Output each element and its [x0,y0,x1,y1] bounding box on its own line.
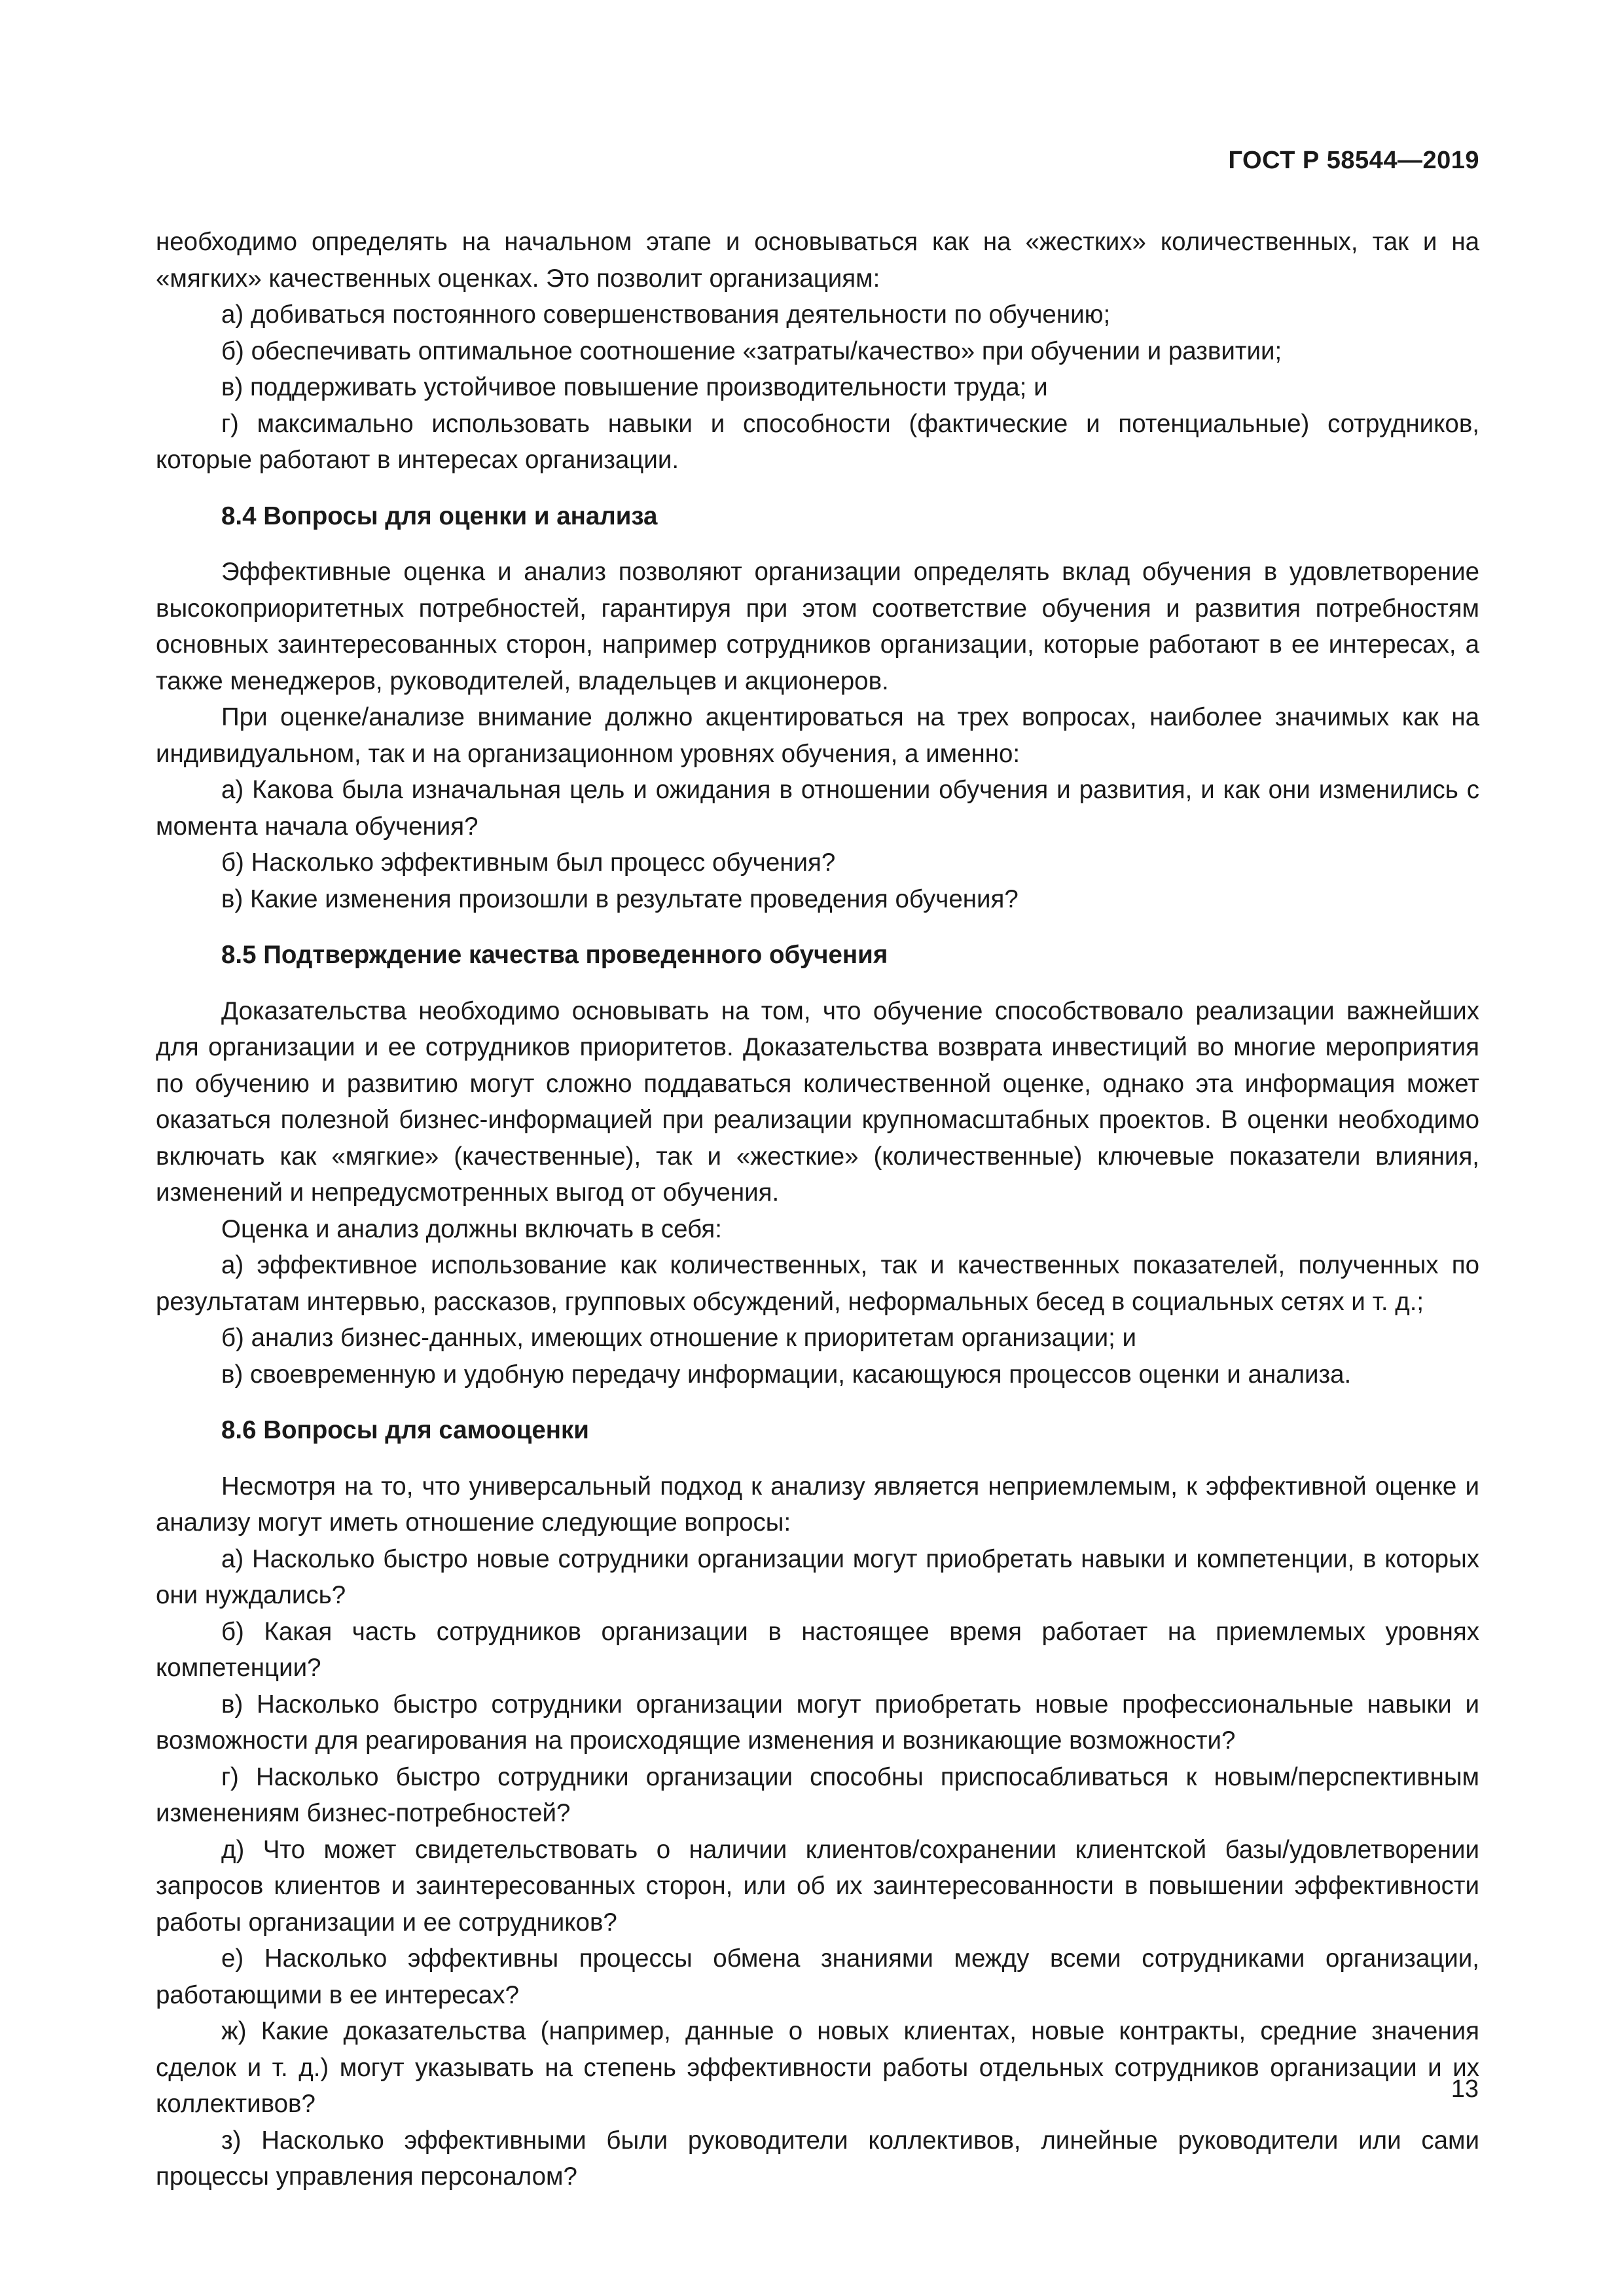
document-code-header: ГОСТ Р 58544—2019 [1228,147,1479,174]
paragraph: Эффективные оценка и анализ позволяют организации определять вклад обучения в удовлетворение высокоприоритетных потребностей, гарантируя при этом соответствие обучения и развития потребностям основных заинтересованных сторон, например сотрудников организации, которые работают в ее интересах, а также менеджеров, руководителей, владельцев и акционеров. [156,558,1479,695]
list-item: в) Какие изменения произошли в результате проведения обучения? [221,884,1019,913]
list-item: г) максимально использовать навыки и способности (фактические и потенциальные) сотрудников, которые работают в интересах организации. [156,409,1479,474]
paragraph: Доказательства необходимо основывать на том, что обучение способствовало реализации важнейших для организации и ее сотрудников приоритетов. Доказательства возврата инвестиций во многие мероприятия по обучению и развитию могут сложно поддаваться количественной оценке, однако эта информация может оказаться полезной бизнес-информацией при реализации крупномасштабных проектов. В оценки необходимо включать как «мягкие» (качественные), так и «жесткие» (количественные) ключевые показатели влияния, изменений и непредусмотренных выгод от обучения. [156,996,1479,1207]
list-item: б) анализ бизнес-данных, имеющих отношение к приоритетам организации; и [221,1324,1137,1352]
list-item: ж) Какие доказательства (например, данные о новых клиентах, новые контракты, средние значения сделок и т. д.) могут указывать на степень эффективности работы отдельных сотрудников организации и их коллективов? [156,2017,1479,2118]
paragraph: При оценке/анализе внимание должно акцентироваться на трех вопросах, наиболее значимых как на индивидуальном, так и на организационном уровнях обучения, а именно: [156,703,1479,768]
paragraph: Оценка и анализ должны включать в себя: [221,1214,722,1243]
list-item: г) Насколько быстро сотрудники организации способны приспосабливаться к новым/перспективным изменениям бизнес-потребностей? [156,1762,1479,1827]
list-item: з) Насколько эффективными были руководители коллективов, линейные руководители или сами процессы управления персоналом? [156,2126,1479,2191]
page-number: 13 [1451,2075,1479,2103]
list-item: а) добиваться постоянного совершенствования деятельности по обучению; [221,301,1111,329]
list-item: б) Насколько эффективным был процесс обучения? [221,848,836,877]
document-body [156,224,1479,2195]
list-item: б) Какая часть сотрудников организации в настоящее время работает на приемлемых уровнях компетенции? [156,1617,1479,1682]
list-item: в) Насколько быстро сотрудники организации могут приобретать новые профессиональные навыки и возможности для реагирования на происходящие изменения и возникающие возможности? [156,1690,1479,1755]
list-item: б) обеспечивать оптимальное соотношение «затраты/качество» при обучении и развитии; [221,337,1282,365]
list-item: д) Что может свидетельствовать о наличии клиентов/сохранении клиентской базы/удовлетворении запросов клиентов и заинтересованных сторон, или об их заинтересованности в повышении эффективности работы организации и ее сотрудников? [156,1835,1479,1937]
list-item: а) Насколько быстро новые сотрудники организации могут приобретать навыки и компетенции, в которых они нуждались? [156,1544,1479,1609]
list-item: в) поддерживать устойчивое повышение производительности труда; и [221,373,1048,401]
paragraph: Несмотря на то, что универсальный подход к анализу является неприемлемым, к эффективной оценке и анализу могут иметь отношение следующие вопросы: [156,1472,1479,1537]
list-item: а) Какова была изначальная цель и ожидания в отношении обучения и развития, и как они изменились с момента начала обучения? [156,776,1479,841]
list-item: а) эффективное использование как количественных, так и качественных показателей, полученных по результатам интервью, рассказов, групповых обсуждений, неформальных бесед в социальных сетях и т. д.; [156,1251,1479,1316]
list-item: е) Насколько эффективны процессы обмена знаниями между всеми сотрудниками организации, работающими в ее интересах? [156,1944,1479,2009]
paragraph: необходимо определять на начальном этапе и основываться как на «жестких» количественных, так и на «мягких» качественных оценках. Это позволит организациям: [156,228,1479,293]
section-heading-8-6: 8.6 Вопросы для самооценки [221,1416,589,1444]
section-heading-8-5: 8.5 Подтверждение качества проведенного обучения [221,941,888,969]
list-item: в) своевременную и удобную передачу информации, касающуюся процессов оценки и анализа. [221,1360,1352,1389]
section-heading-8-4: 8.4 Вопросы для оценки и анализа [221,501,658,530]
